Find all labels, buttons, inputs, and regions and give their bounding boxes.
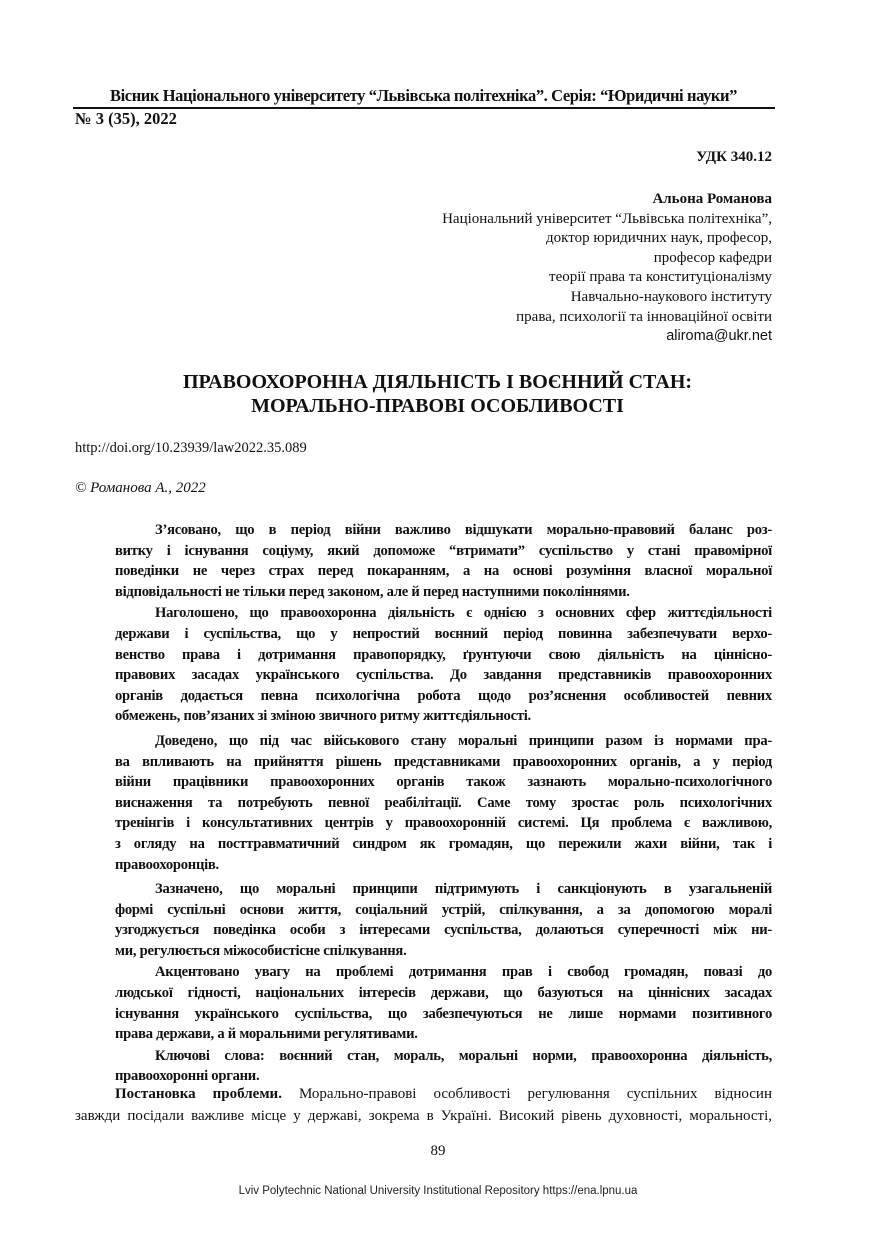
abstract-paragraph xyxy=(115,731,772,875)
abstract-line: війни працівники правоохоронних органів також зазнають морально-психологічного xyxy=(115,774,772,791)
affiliation-line: права, психології та інноваційної освіти xyxy=(516,308,772,325)
abstract-line: тренінгів і консультативних центрів у правоохоронній системі. Ця проблема є важливою, xyxy=(115,815,772,832)
affiliation-line: Навчально-наукового інституту xyxy=(570,288,772,305)
body-text-span: Морально-правові особливості регулювання суспільних відносин xyxy=(281,1086,772,1102)
abstract-line: відповідальності не тільки перед законом, але й перед наступними поколіннями. xyxy=(115,583,630,600)
abstract-paragraph xyxy=(115,520,772,602)
author-email[interactable]: aliroma@ukr.net xyxy=(666,328,772,345)
abstract-line: Акцентовано увагу на проблемі дотримання прав і свобод громадян, повазі до xyxy=(155,964,772,981)
affiliation-line: професор кафедри xyxy=(653,249,772,266)
abstract-line: обмежень, пов’язаних зі зміною звичного ритму життєдіяльності. xyxy=(115,708,531,725)
keywords xyxy=(115,1046,772,1087)
abstract-line: Зазначено, що моральні принципи підтримують і санкціонують в узагальненій xyxy=(155,881,772,898)
abstract-line: З’ясовано, що в період війни важливо відшукати морально-правовий баланс роз- xyxy=(155,522,772,538)
article-title xyxy=(75,370,800,418)
body-line xyxy=(75,1083,772,1105)
abstract-paragraph xyxy=(115,962,772,1044)
journal-header: Вісник Національного університету “Львівська політехніка”. Серія: “Юридичні науки” xyxy=(109,86,737,105)
abstract-line: права держави, а й моральними регулятивами. xyxy=(115,1026,418,1043)
abstract-line: витку і існування соціуму, який допоможе “втримати” суспільство у стані правомірної xyxy=(115,542,772,559)
abstract-line: з огляду на посттравматичний синдром як громадян, що пережили жахи війни, так і xyxy=(115,835,772,852)
title-line: ПРАВООХОРОННА ДІЯЛЬНІСТЬ І ВОЄННИЙ СТАН: xyxy=(182,371,693,393)
abstract-line: виснаження та потребують певної реабілітації. Саме тому зростає роль психологічних xyxy=(115,794,772,811)
abstract-line: Ключові слова: воєнний стан, мораль, моральні норми, правоохоронна діяльність, xyxy=(155,1047,772,1064)
doi-link[interactable]: http://doi.org/10.23939/law2022.35.089 xyxy=(75,440,307,456)
abstract-line: поведінки не через страх перед покаранням, а на основі розуміння власної моральної xyxy=(115,563,772,580)
abstract-line: узгоджується поведінка особи з інтересами суспільства, долаються суперечності між ни- xyxy=(115,922,772,939)
header-divider xyxy=(73,107,775,109)
affiliation-line: Національний університет “Львівська політехніка”, xyxy=(442,210,772,227)
abstract-line: правоохоронні органи. xyxy=(115,1068,260,1085)
abstract-line: ва впливають на прийняття рішень представниками правоохоронних органів, а у період xyxy=(115,753,772,770)
affiliation-line: теорії права та конституціоналізму xyxy=(549,269,772,286)
body-text xyxy=(75,1083,772,1127)
title-line: МОРАЛЬНО-ПРАВОВІ ОСОБЛИВОСТІ xyxy=(251,395,624,417)
abstract-line: органів додається певна психологічна робота щодо роз’яснення особливостей певних xyxy=(115,687,772,704)
abstract-line: людської гідності, національних інтересів держави, що базуються на ціннісних засадах xyxy=(115,985,772,1002)
page-number: 89 xyxy=(430,1143,446,1159)
copyright: © Романова А., 2022 xyxy=(75,480,206,496)
abstract xyxy=(115,520,772,1088)
section-heading: Постановка проблеми. xyxy=(115,1086,282,1102)
affiliation-line: доктор юридичних наук, професор, xyxy=(546,230,772,247)
abstract-line: Доведено, що під час військового стану моральні принципи разом із нормами пра- xyxy=(155,732,772,749)
abstract-paragraph xyxy=(115,603,772,727)
abstract-line: ми, регулюється міжособистісне спілкування. xyxy=(115,942,407,959)
repository-footer: Lviv Polytechnic National University Institutional Repository https://ena.lpnu.ua xyxy=(238,1185,638,1197)
author-name: Альона Романова xyxy=(652,191,772,207)
abstract-line: правових засадах українського суспільства. До завдання представників правоохоронних xyxy=(115,667,772,684)
issue-number: № 3 (35), 2022 xyxy=(75,109,177,128)
abstract-line: держави і суспільства, що у непростий воєнний період повинна забезпечувати верхо- xyxy=(115,625,772,642)
abstract-line: правоохоронців. xyxy=(115,856,219,873)
udk-code: УДК 340.12 xyxy=(696,149,772,165)
abstract-line: венство права і дотримання правопорядку, ґрунтуючи свою діяльність на ціннісно- xyxy=(115,646,772,663)
abstract-line: існування українського суспільства, що забезпечуються не лише нормами позитивного xyxy=(115,1005,772,1022)
abstract-line: формі суспільні основи життя, соціальний устрій, спілкування, а за допомогою моралі xyxy=(115,901,772,918)
author-block xyxy=(442,190,772,347)
abstract-line: Наголошено, що правоохоронна діяльність є однією з основних сфер життєдіяльності xyxy=(155,605,772,622)
abstract-paragraph xyxy=(115,879,772,961)
body-line: завжди посідали важливе місце у державі, зокрема в Україні. Високий рівень духовності, моральності, xyxy=(75,1108,772,1124)
